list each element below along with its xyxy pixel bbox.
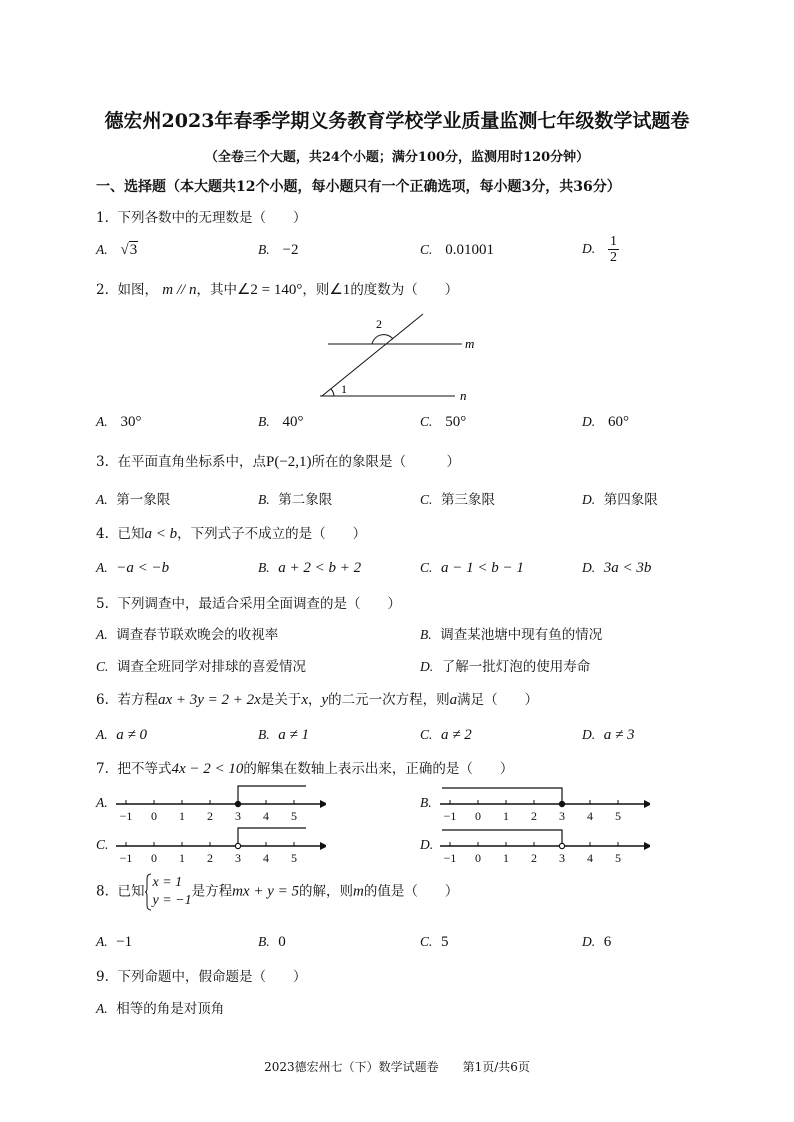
solution-bracket [238,828,306,846]
tick-label: 4 [263,809,269,823]
option-d[interactable]: D. 第四象限 [582,492,658,508]
page-title: 德宏州2023年春季学期义务教育学校学业质量监测七年级数学试题卷 [104,110,690,132]
option-b[interactable]: B. a + 2 < b + 2 [258,560,362,576]
page-footer: 2023德宏州七（下）数学试题卷 第1页/共6页 [264,1060,530,1074]
math-parallel: m // n [162,282,197,298]
option-label: D. [582,241,596,256]
fraction-one-half: $\frac{1}{2}$ [610,234,617,265]
math-equation: ax + 3y = 2 + 2x [157,692,261,708]
tick-label: 4 [587,851,593,865]
option-a[interactable]: A. 调查春节联欢晚会的收视率 [96,627,279,643]
option-d[interactable]: D. 60° [582,414,629,430]
tick-label: 1 [179,851,185,865]
solution-bracket [442,788,562,804]
option-b[interactable]: B. 40° [258,414,304,430]
question-stem: 7. 把不等式4x − 2 < 10的解集在数轴上表示出来，正确的是（ ） [96,761,514,777]
axis-arrow-icon [320,800,326,808]
tick-label: 4 [587,809,593,823]
option-d[interactable] [582,234,619,265]
question-stem: 4. 已知a < b，下列式子不成立的是（ ） [96,526,367,542]
tick-label: −1 [119,809,133,823]
option-label: C. [420,242,433,257]
option-a-label[interactable]: A. [96,795,108,810]
option-d[interactable]: D. 了解一批灯泡的使用寿命 [420,659,591,675]
option-d[interactable]: D. a ≠ 3 [582,727,635,743]
axis-arrow-icon [644,842,650,850]
hollow-dot-icon [559,843,564,848]
option-d[interactable]: D. 6 [582,934,612,950]
question-number: 2. [96,282,109,298]
solution-bracket [442,830,562,846]
option-a[interactable]: A. −1 [96,934,133,950]
option-c[interactable]: C. 第三象限 [420,492,495,508]
question-stem: 5. 下列调查中，最适合采用全面调查的是（ ） [96,596,401,612]
option-c[interactable] [420,242,494,259]
tick-label: 5 [291,851,297,865]
tick-label: 5 [291,809,297,823]
equation-system: x = 1 y = −1 [152,875,192,908]
tick-label: 1 [179,809,185,823]
tick-label: 1 [503,809,509,823]
option-c-label[interactable]: C. [96,837,109,852]
math-angle2: ∠2 = 140° [236,282,303,298]
option-b[interactable]: B. 0 [258,934,286,950]
solid-dot-icon [559,801,564,806]
page-subtitle: （全卷三个大题，共24个小题；满分100分，监测用时120分钟） [204,150,590,165]
option-c[interactable]: C. a − 1 < b − 1 [420,560,524,576]
option-a[interactable]: A. 30° [96,414,142,430]
option-a[interactable] [96,242,138,259]
tick-label: 3 [235,809,241,823]
math-inequality: 4x − 2 < 10 [171,761,244,777]
option-b[interactable] [258,242,298,259]
solid-dot-icon [235,801,240,806]
option-a[interactable]: A. a ≠ 0 [96,727,147,743]
option-label: A. [96,242,108,257]
tick-label: 0 [475,809,481,823]
angle-2-arc [372,335,393,344]
axis-arrow-icon [644,800,650,808]
angle-1-arc [331,389,334,396]
option-text: −2 [282,242,299,258]
tick-label: 3 [559,809,565,823]
option-text: 0.01001 [445,242,495,258]
option-c[interactable]: C. a ≠ 2 [420,727,472,743]
angle-2-label: 2 [376,317,382,331]
tick-label: −1 [443,809,457,823]
tick-label: 3 [559,851,565,865]
question-stem: 9. 下列命题中，假命题是（ ） [96,969,307,985]
tick-label: 2 [531,851,537,865]
angle-1-label: 1 [341,382,347,396]
tick-label: 0 [475,851,481,865]
tick-label: 2 [207,809,213,823]
tick-label: 2 [531,809,537,823]
tick-label: 1 [503,851,509,865]
solution-bracket [238,786,306,804]
tick-label: −1 [443,851,457,865]
line-n-label: n [460,388,467,403]
tick-label: 5 [615,851,621,865]
question-text: 下列各数中的无理数是（ ） [117,210,307,226]
parallel-lines-figure [310,312,490,404]
math-angle1: ∠1 [329,282,351,298]
tick-label: −1 [119,851,133,865]
question-stem: 8. 已知 x = 1 y = −1 是方程mx + y = 5的解，则m的值是（ ） [96,873,458,911]
option-b[interactable]: B. 调查某池塘中现有鱼的情况 [420,627,603,643]
hollow-dot-icon [235,843,240,848]
question-stem: 6. 若方程ax + 3y = 2 + 2x是关于x，y的二元一次方程，则a满足（ ） [96,692,539,708]
option-d[interactable]: D. 3a < 3b [582,560,652,576]
option-label: B. [258,242,270,257]
question-stem [96,206,306,226]
axis-arrow-icon [320,842,326,850]
number-line-c[interactable] [116,826,326,868]
option-a[interactable]: A. 第一象限 [96,492,171,508]
option-c[interactable]: C. 50° [420,414,467,430]
option-a[interactable]: A. 相等的角是对顶角 [96,1001,225,1017]
number-line-d[interactable] [440,826,650,868]
option-c[interactable]: C. 调查全班同学对排球的喜爱情况 [96,659,306,675]
option-a[interactable]: A. −a < −b [96,560,170,576]
question-number: 1. [96,210,109,226]
line-m-label: m [465,336,475,351]
option-d-label[interactable]: D. [420,837,434,852]
question-stem: 3. 在平面直角坐标系中，点P(−2,1)所在的象限是（ ） [96,454,461,470]
tick-label: 0 [151,809,157,823]
math-equation: mx + y = 5 [232,883,299,900]
math-point: P(−2,1) [265,454,312,470]
tick-label: 4 [263,851,269,865]
option-c[interactable]: C. 5 [420,934,449,950]
tick-label: 0 [151,851,157,865]
tick-label: 3 [235,851,241,865]
tick-label: 2 [207,851,213,865]
tick-label: 5 [615,809,621,823]
section-heading: 一、选择题（本大题共12个小题，每小题只有一个正确选项，每小题3分，共36分） [96,179,621,195]
sqrt-3: √3 [120,242,138,258]
transversal-line [322,314,423,396]
option-b[interactable]: B. 第二象限 [258,492,333,508]
question-stem: 2. 如图， m // n，其中∠2 = 140°，则∠1的度数为（ ） [96,282,459,298]
math-inequality: a < b [144,526,178,542]
number-line-b[interactable] [440,784,650,826]
option-b[interactable]: B. a ≠ 1 [258,727,309,743]
option-b-label[interactable]: B. [420,795,432,810]
number-line-a[interactable] [116,784,326,826]
